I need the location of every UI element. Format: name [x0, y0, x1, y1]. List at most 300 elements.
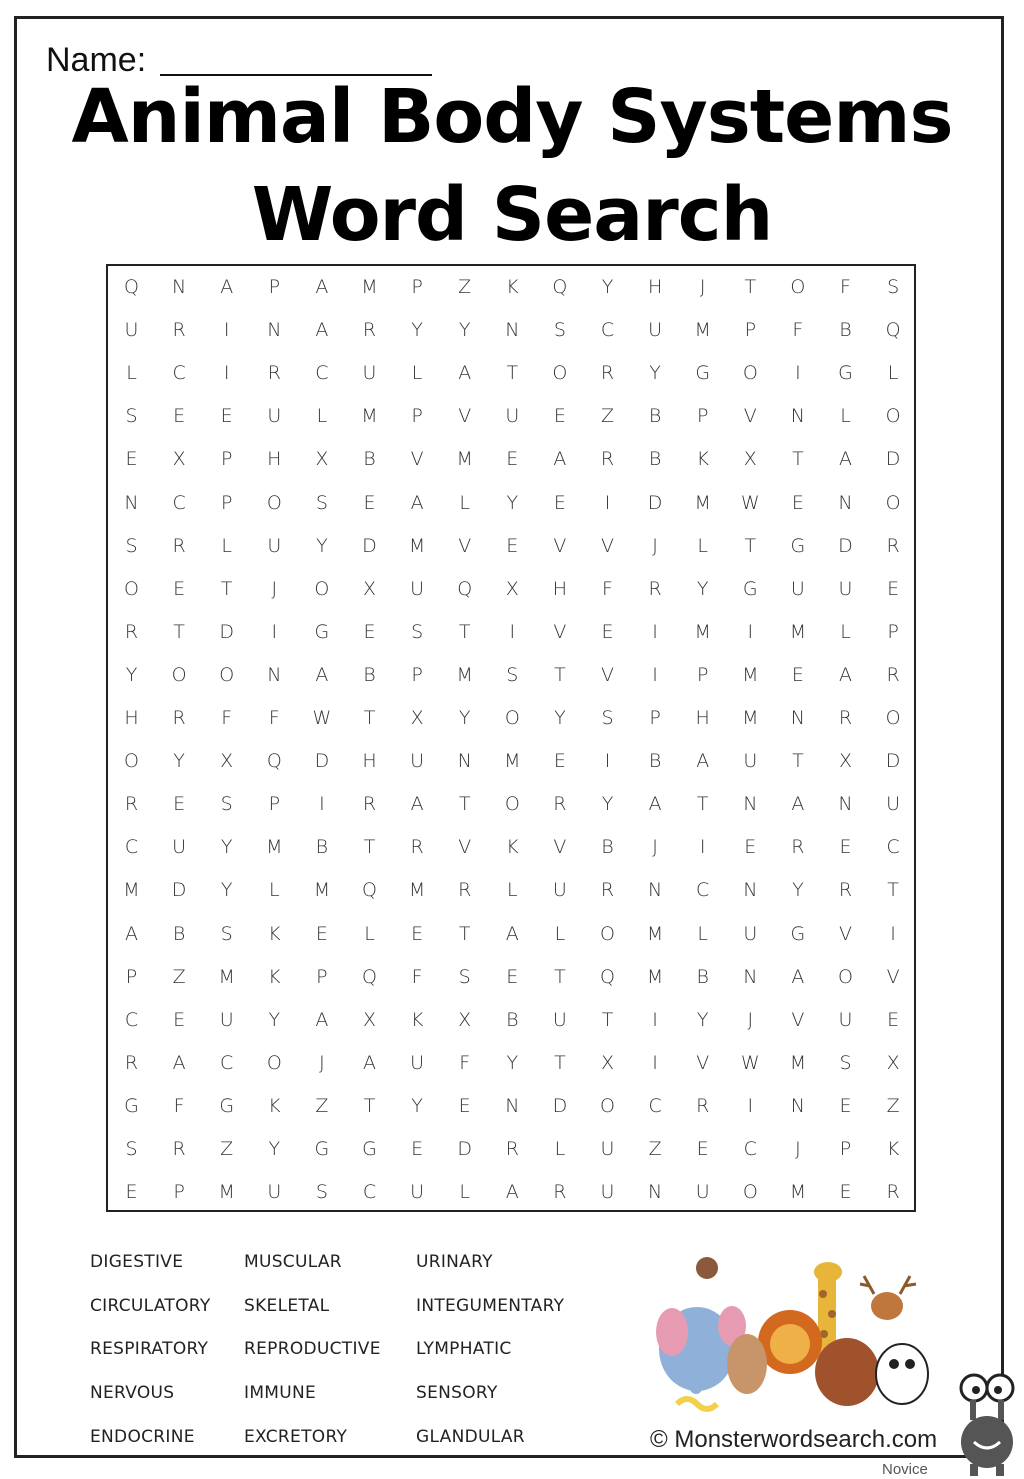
grid-cell[interactable]: V: [410, 448, 424, 471]
grid-cell[interactable]: S: [315, 491, 328, 514]
grid-cell[interactable]: Z: [648, 1138, 662, 1160]
grid-cell[interactable]: P: [316, 965, 328, 988]
grid-cell[interactable]: P: [649, 707, 661, 729]
grid-cell[interactable]: L: [269, 879, 280, 902]
grid-cell[interactable]: V: [601, 534, 614, 557]
grid-cell[interactable]: L: [316, 405, 328, 428]
grid-cell[interactable]: E: [791, 491, 804, 514]
grid-cell[interactable]: L: [459, 1181, 470, 1204]
grid-cell[interactable]: Z: [600, 405, 615, 428]
grid-cell[interactable]: Y: [601, 276, 614, 298]
grid-cell[interactable]: Z: [458, 276, 472, 298]
grid-cell[interactable]: E: [553, 405, 566, 428]
grid-cell[interactable]: T: [601, 1008, 614, 1031]
grid-cell[interactable]: J: [319, 1051, 325, 1074]
grid-cell[interactable]: O: [885, 707, 901, 729]
grid-cell[interactable]: L: [554, 922, 566, 945]
grid-cell[interactable]: F: [411, 965, 423, 988]
grid-cell[interactable]: L: [507, 879, 518, 902]
grid-cell[interactable]: V: [458, 534, 472, 557]
grid-cell[interactable]: U: [219, 1008, 234, 1031]
grid-cell[interactable]: G: [219, 1094, 235, 1117]
grid-cell[interactable]: R: [362, 793, 377, 816]
grid-cell[interactable]: C: [696, 879, 710, 902]
grid-cell[interactable]: R: [600, 448, 615, 471]
grid-cell[interactable]: K: [410, 1008, 424, 1031]
grid-cell[interactable]: A: [458, 362, 472, 385]
grid-cell[interactable]: H: [552, 577, 568, 600]
grid-cell[interactable]: I: [271, 620, 278, 643]
grid-cell[interactable]: A: [315, 1008, 329, 1031]
grid-cell[interactable]: O: [266, 491, 282, 514]
grid-cell[interactable]: T: [363, 836, 376, 859]
grid-cell[interactable]: M: [123, 879, 140, 902]
grid-cell[interactable]: U: [695, 1181, 710, 1204]
grid-cell[interactable]: I: [747, 620, 754, 643]
grid-cell[interactable]: E: [506, 534, 519, 557]
grid-cell[interactable]: Q: [552, 276, 568, 298]
grid-cell[interactable]: R: [553, 793, 567, 816]
grid-cell[interactable]: A: [315, 276, 329, 298]
grid-cell[interactable]: J: [652, 534, 658, 557]
grid-cell[interactable]: P: [411, 276, 423, 298]
grid-cell[interactable]: Y: [411, 319, 423, 342]
grid-cell[interactable]: D: [219, 620, 234, 643]
grid-cell[interactable]: R: [505, 1138, 519, 1160]
grid-cell[interactable]: R: [886, 1181, 900, 1204]
grid-cell[interactable]: X: [743, 448, 757, 471]
grid-cell[interactable]: O: [600, 922, 615, 945]
grid-cell[interactable]: P: [696, 405, 709, 428]
grid-cell[interactable]: R: [172, 534, 186, 557]
grid-cell[interactable]: B: [648, 448, 662, 471]
grid-cell[interactable]: N: [171, 276, 187, 298]
grid-cell[interactable]: S: [125, 1138, 138, 1160]
grid-cell[interactable]: C: [362, 1181, 377, 1204]
grid-cell[interactable]: N: [457, 750, 472, 773]
grid-cell[interactable]: X: [886, 1051, 900, 1074]
grid-cell[interactable]: H: [124, 707, 139, 729]
grid-cell[interactable]: Y: [696, 1008, 709, 1031]
grid-cell[interactable]: S: [220, 922, 233, 945]
grid-cell[interactable]: G: [790, 922, 806, 945]
grid-cell[interactable]: U: [362, 362, 377, 385]
grid-cell[interactable]: R: [648, 577, 662, 600]
grid-cell[interactable]: T: [506, 362, 519, 385]
grid-cell[interactable]: Y: [601, 793, 614, 816]
grid-cell[interactable]: M: [361, 405, 378, 428]
grid-cell[interactable]: E: [315, 922, 328, 945]
grid-cell[interactable]: N: [505, 1094, 520, 1117]
grid-cell[interactable]: L: [697, 534, 708, 557]
grid-cell[interactable]: U: [124, 319, 139, 342]
grid-cell[interactable]: W: [740, 491, 760, 514]
grid-cell[interactable]: I: [699, 836, 706, 859]
grid-cell[interactable]: M: [361, 276, 378, 298]
grid-cell[interactable]: G: [742, 577, 758, 600]
grid-cell[interactable]: Y: [268, 1138, 281, 1160]
grid-cell[interactable]: V: [791, 1008, 805, 1031]
grid-cell[interactable]: E: [173, 793, 186, 816]
grid-cell[interactable]: L: [459, 491, 470, 514]
grid-cell[interactable]: M: [408, 879, 426, 902]
grid-cell[interactable]: G: [362, 1138, 377, 1160]
grid-cell[interactable]: T: [363, 1094, 376, 1117]
grid-cell[interactable]: M: [218, 965, 235, 988]
grid-cell[interactable]: E: [173, 405, 186, 428]
grid-cell[interactable]: C: [886, 836, 900, 859]
grid-cell[interactable]: E: [839, 836, 852, 859]
grid-cell[interactable]: I: [890, 922, 896, 945]
grid-cell[interactable]: R: [791, 836, 805, 859]
grid-cell[interactable]: O: [742, 362, 758, 385]
grid-cell[interactable]: A: [839, 663, 852, 686]
grid-cell[interactable]: U: [886, 793, 901, 816]
grid-cell[interactable]: D: [171, 879, 187, 902]
grid-cell[interactable]: X: [362, 1008, 377, 1031]
grid-cell[interactable]: B: [315, 836, 329, 859]
grid-cell[interactable]: S: [220, 793, 233, 816]
grid-cell[interactable]: Y: [696, 577, 709, 600]
grid-cell[interactable]: D: [314, 750, 330, 773]
grid-cell[interactable]: O: [790, 276, 806, 298]
grid-cell[interactable]: M: [266, 836, 283, 859]
grid-cell[interactable]: Q: [266, 750, 282, 773]
grid-cell[interactable]: P: [887, 620, 899, 643]
grid-cell[interactable]: U: [552, 879, 567, 902]
grid-cell[interactable]: P: [220, 491, 233, 514]
grid-cell[interactable]: O: [552, 362, 568, 385]
grid-cell[interactable]: L: [221, 534, 232, 557]
grid-cell[interactable]: B: [172, 922, 186, 945]
grid-cell[interactable]: V: [601, 663, 614, 686]
grid-cell[interactable]: K: [268, 922, 281, 945]
grid-cell[interactable]: A: [315, 319, 329, 342]
grid-cell[interactable]: X: [362, 577, 377, 600]
grid-cell[interactable]: Q: [457, 577, 473, 600]
grid-cell[interactable]: F: [840, 276, 851, 298]
grid-cell[interactable]: E: [839, 1181, 852, 1204]
grid-cell[interactable]: F: [602, 577, 613, 600]
grid-cell[interactable]: X: [600, 1051, 615, 1074]
grid-cell[interactable]: K: [268, 965, 281, 988]
grid-cell[interactable]: V: [458, 836, 472, 859]
grid-cell[interactable]: P: [125, 965, 138, 988]
grid-cell[interactable]: P: [411, 663, 423, 686]
grid-cell[interactable]: A: [791, 965, 805, 988]
grid-cell[interactable]: B: [363, 448, 376, 471]
grid-cell[interactable]: R: [600, 879, 615, 902]
grid-cell[interactable]: R: [172, 1138, 186, 1160]
grid-cell[interactable]: E: [887, 577, 900, 600]
grid-cell[interactable]: U: [410, 577, 425, 600]
grid-cell[interactable]: O: [504, 793, 520, 816]
grid-cell[interactable]: Q: [124, 276, 139, 298]
grid-cell[interactable]: T: [744, 276, 757, 298]
grid-cell[interactable]: I: [652, 620, 658, 643]
grid-cell[interactable]: B: [363, 663, 376, 686]
grid-cell[interactable]: Q: [600, 965, 615, 988]
grid-cell[interactable]: F: [221, 707, 233, 729]
grid-cell[interactable]: B: [648, 405, 662, 428]
grid-cell[interactable]: T: [744, 534, 757, 557]
grid-cell[interactable]: J: [747, 1008, 754, 1031]
grid-cell[interactable]: S: [125, 534, 138, 557]
grid-cell[interactable]: O: [885, 491, 901, 514]
grid-cell[interactable]: E: [696, 1138, 709, 1160]
grid-cell[interactable]: X: [172, 448, 186, 471]
grid-cell[interactable]: T: [554, 965, 566, 988]
grid-cell[interactable]: U: [790, 577, 805, 600]
grid-cell[interactable]: U: [600, 1181, 615, 1204]
grid-cell[interactable]: D: [362, 534, 377, 557]
grid-cell[interactable]: N: [838, 793, 853, 816]
grid-cell[interactable]: L: [411, 362, 423, 385]
grid-cell[interactable]: M: [742, 663, 759, 686]
grid-cell[interactable]: E: [887, 1008, 900, 1031]
grid-cell[interactable]: X: [838, 750, 853, 773]
grid-cell[interactable]: B: [601, 836, 614, 859]
grid-cell[interactable]: S: [506, 663, 519, 686]
grid-cell[interactable]: N: [647, 1181, 663, 1204]
grid-cell[interactable]: C: [172, 362, 186, 385]
grid-cell[interactable]: J: [795, 1138, 801, 1160]
grid-cell[interactable]: R: [458, 879, 472, 902]
grid-cell[interactable]: M: [456, 663, 473, 686]
grid-cell[interactable]: R: [267, 362, 281, 385]
grid-cell[interactable]: X: [410, 707, 424, 729]
grid-cell[interactable]: U: [552, 1008, 567, 1031]
grid-cell[interactable]: R: [838, 707, 853, 729]
grid-cell[interactable]: T: [696, 793, 709, 816]
grid-cell[interactable]: E: [601, 620, 614, 643]
grid-cell[interactable]: E: [744, 836, 757, 859]
grid-cell[interactable]: I: [223, 319, 230, 342]
grid-cell[interactable]: F: [173, 1094, 185, 1117]
grid-cell[interactable]: A: [410, 491, 424, 514]
grid-cell[interactable]: F: [459, 1051, 471, 1074]
grid-cell[interactable]: N: [267, 319, 282, 342]
grid-cell[interactable]: M: [742, 707, 759, 729]
grid-cell[interactable]: R: [838, 879, 853, 902]
grid-cell[interactable]: G: [838, 362, 853, 385]
grid-cell[interactable]: A: [505, 922, 519, 945]
grid-cell[interactable]: A: [553, 448, 567, 471]
grid-cell[interactable]: V: [886, 965, 900, 988]
grid-cell[interactable]: L: [126, 362, 137, 385]
grid-cell[interactable]: U: [267, 534, 282, 557]
grid-cell[interactable]: P: [839, 1138, 852, 1160]
grid-cell[interactable]: B: [648, 750, 662, 773]
grid-cell[interactable]: E: [839, 1094, 852, 1117]
grid-cell[interactable]: V: [553, 534, 567, 557]
grid-cell[interactable]: E: [125, 1181, 138, 1204]
grid-cell[interactable]: T: [458, 620, 471, 643]
grid-cell[interactable]: F: [268, 707, 280, 729]
grid-cell[interactable]: B: [839, 319, 852, 342]
grid-cell[interactable]: Y: [220, 879, 233, 902]
grid-cell[interactable]: T: [554, 663, 566, 686]
grid-cell[interactable]: R: [362, 319, 377, 342]
grid-cell[interactable]: E: [506, 965, 519, 988]
grid-cell[interactable]: C: [124, 1008, 139, 1031]
grid-cell[interactable]: Z: [315, 1094, 329, 1117]
grid-cell[interactable]: U: [838, 577, 853, 600]
grid-cell[interactable]: L: [364, 922, 375, 945]
grid-cell[interactable]: Y: [792, 879, 804, 902]
grid-cell[interactable]: J: [699, 276, 706, 298]
grid-cell[interactable]: U: [743, 922, 758, 945]
grid-cell[interactable]: N: [505, 319, 520, 342]
grid-cell[interactable]: Y: [316, 534, 328, 557]
grid-cell[interactable]: S: [887, 276, 900, 298]
grid-cell[interactable]: A: [839, 448, 852, 471]
grid-cell[interactable]: Y: [173, 750, 185, 773]
grid-cell[interactable]: D: [457, 1138, 472, 1160]
grid-cell[interactable]: N: [743, 879, 758, 902]
grid-cell[interactable]: D: [885, 448, 901, 471]
grid-cell[interactable]: N: [124, 491, 139, 514]
grid-cell[interactable]: Z: [220, 1138, 234, 1160]
grid-cell[interactable]: R: [172, 319, 186, 342]
grid-cell[interactable]: S: [601, 707, 614, 729]
grid-cell[interactable]: A: [363, 1051, 376, 1074]
grid-cell[interactable]: P: [268, 793, 281, 816]
grid-cell[interactable]: R: [553, 1181, 567, 1204]
grid-cell[interactable]: N: [790, 405, 805, 428]
grid-cell[interactable]: U: [410, 750, 425, 773]
grid-cell[interactable]: P: [411, 405, 423, 428]
grid-cell[interactable]: E: [220, 405, 233, 428]
grid-cell[interactable]: P: [173, 1181, 185, 1204]
grid-cell[interactable]: J: [271, 577, 278, 600]
grid-cell[interactable]: M: [694, 620, 711, 643]
grid-cell[interactable]: U: [267, 1181, 282, 1204]
grid-cell[interactable]: O: [124, 750, 139, 773]
grid-cell[interactable]: K: [506, 276, 519, 298]
grid-cell[interactable]: R: [886, 534, 900, 557]
grid-cell[interactable]: M: [504, 750, 521, 773]
grid-cell[interactable]: E: [411, 1138, 424, 1160]
grid-cell[interactable]: K: [506, 836, 519, 859]
grid-cell[interactable]: U: [172, 836, 187, 859]
grid-cell[interactable]: R: [124, 620, 139, 643]
grid-cell[interactable]: Y: [458, 707, 471, 729]
grid-cell[interactable]: Y: [411, 1094, 423, 1117]
grid-cell[interactable]: I: [795, 362, 801, 385]
grid-cell[interactable]: Q: [885, 319, 901, 342]
grid-cell[interactable]: E: [173, 577, 186, 600]
grid-cell[interactable]: E: [125, 448, 138, 471]
grid-cell[interactable]: N: [743, 793, 758, 816]
grid-cell[interactable]: Y: [649, 362, 661, 385]
grid-cell[interactable]: W: [740, 1051, 760, 1074]
grid-cell[interactable]: M: [218, 1181, 235, 1204]
grid-cell[interactable]: U: [410, 1181, 425, 1204]
grid-cell[interactable]: N: [790, 707, 805, 729]
grid-cell[interactable]: J: [652, 836, 658, 859]
grid-cell[interactable]: A: [220, 276, 234, 298]
grid-cell[interactable]: E: [411, 922, 424, 945]
grid-cell[interactable]: O: [124, 577, 139, 600]
grid-cell[interactable]: E: [363, 620, 376, 643]
grid-cell[interactable]: R: [124, 1051, 139, 1074]
grid-cell[interactable]: C: [315, 362, 329, 385]
grid-cell[interactable]: D: [838, 534, 853, 557]
grid-cell[interactable]: T: [792, 750, 804, 773]
grid-cell[interactable]: V: [458, 405, 472, 428]
grid-cell[interactable]: H: [647, 276, 663, 298]
grid-cell[interactable]: V: [839, 922, 852, 945]
grid-cell[interactable]: P: [696, 663, 709, 686]
grid-cell[interactable]: T: [792, 448, 804, 471]
grid-cell[interactable]: L: [887, 362, 899, 385]
grid-cell[interactable]: I: [604, 750, 611, 773]
grid-cell[interactable]: F: [792, 319, 804, 342]
grid-cell[interactable]: U: [267, 405, 282, 428]
grid-cell[interactable]: M: [694, 319, 711, 342]
grid-cell[interactable]: A: [410, 793, 424, 816]
grid-cell[interactable]: I: [747, 1094, 754, 1117]
grid-cell[interactable]: L: [554, 1138, 566, 1160]
grid-cell[interactable]: U: [648, 319, 663, 342]
grid-cell[interactable]: T: [887, 879, 899, 902]
grid-cell[interactable]: E: [506, 448, 519, 471]
grid-cell[interactable]: S: [553, 319, 566, 342]
grid-cell[interactable]: I: [652, 663, 658, 686]
grid-cell[interactable]: T: [554, 1051, 566, 1074]
grid-cell[interactable]: E: [791, 663, 804, 686]
grid-cell[interactable]: U: [600, 1138, 615, 1160]
grid-cell[interactable]: U: [410, 1051, 425, 1074]
grid-cell[interactable]: M: [456, 448, 473, 471]
grid-cell[interactable]: R: [124, 793, 139, 816]
grid-cell[interactable]: R: [410, 836, 424, 859]
grid-cell[interactable]: N: [743, 965, 758, 988]
grid-cell[interactable]: E: [173, 1008, 186, 1031]
grid-cell[interactable]: X: [315, 448, 329, 471]
grid-cell[interactable]: X: [458, 1008, 472, 1031]
grid-cell[interactable]: N: [267, 663, 282, 686]
grid-cell[interactable]: A: [172, 1051, 186, 1074]
grid-cell[interactable]: S: [411, 620, 424, 643]
grid-cell[interactable]: G: [314, 1138, 330, 1160]
grid-cell[interactable]: N: [647, 879, 663, 902]
grid-cell[interactable]: Q: [362, 879, 377, 902]
grid-cell[interactable]: O: [600, 1094, 615, 1117]
grid-cell[interactable]: U: [838, 1008, 853, 1031]
grid-cell[interactable]: G: [790, 534, 806, 557]
grid-cell[interactable]: G: [695, 362, 711, 385]
grid-cell[interactable]: Z: [886, 1094, 900, 1117]
grid-cell[interactable]: R: [600, 362, 615, 385]
grid-cell[interactable]: C: [220, 1051, 234, 1074]
grid-cell[interactable]: D: [552, 1094, 568, 1117]
grid-cell[interactable]: U: [505, 405, 520, 428]
grid-cell[interactable]: S: [458, 965, 471, 988]
grid-cell[interactable]: M: [694, 491, 711, 514]
grid-cell[interactable]: G: [124, 1094, 139, 1117]
grid-cell[interactable]: M: [646, 922, 664, 945]
grid-cell[interactable]: A: [791, 793, 805, 816]
grid-cell[interactable]: X: [505, 577, 519, 600]
grid-cell[interactable]: I: [223, 362, 230, 385]
grid-cell[interactable]: K: [268, 1094, 281, 1117]
grid-cell[interactable]: Y: [506, 1051, 519, 1074]
grid-cell[interactable]: C: [172, 491, 186, 514]
grid-cell[interactable]: T: [363, 707, 376, 729]
grid-cell[interactable]: A: [315, 663, 329, 686]
